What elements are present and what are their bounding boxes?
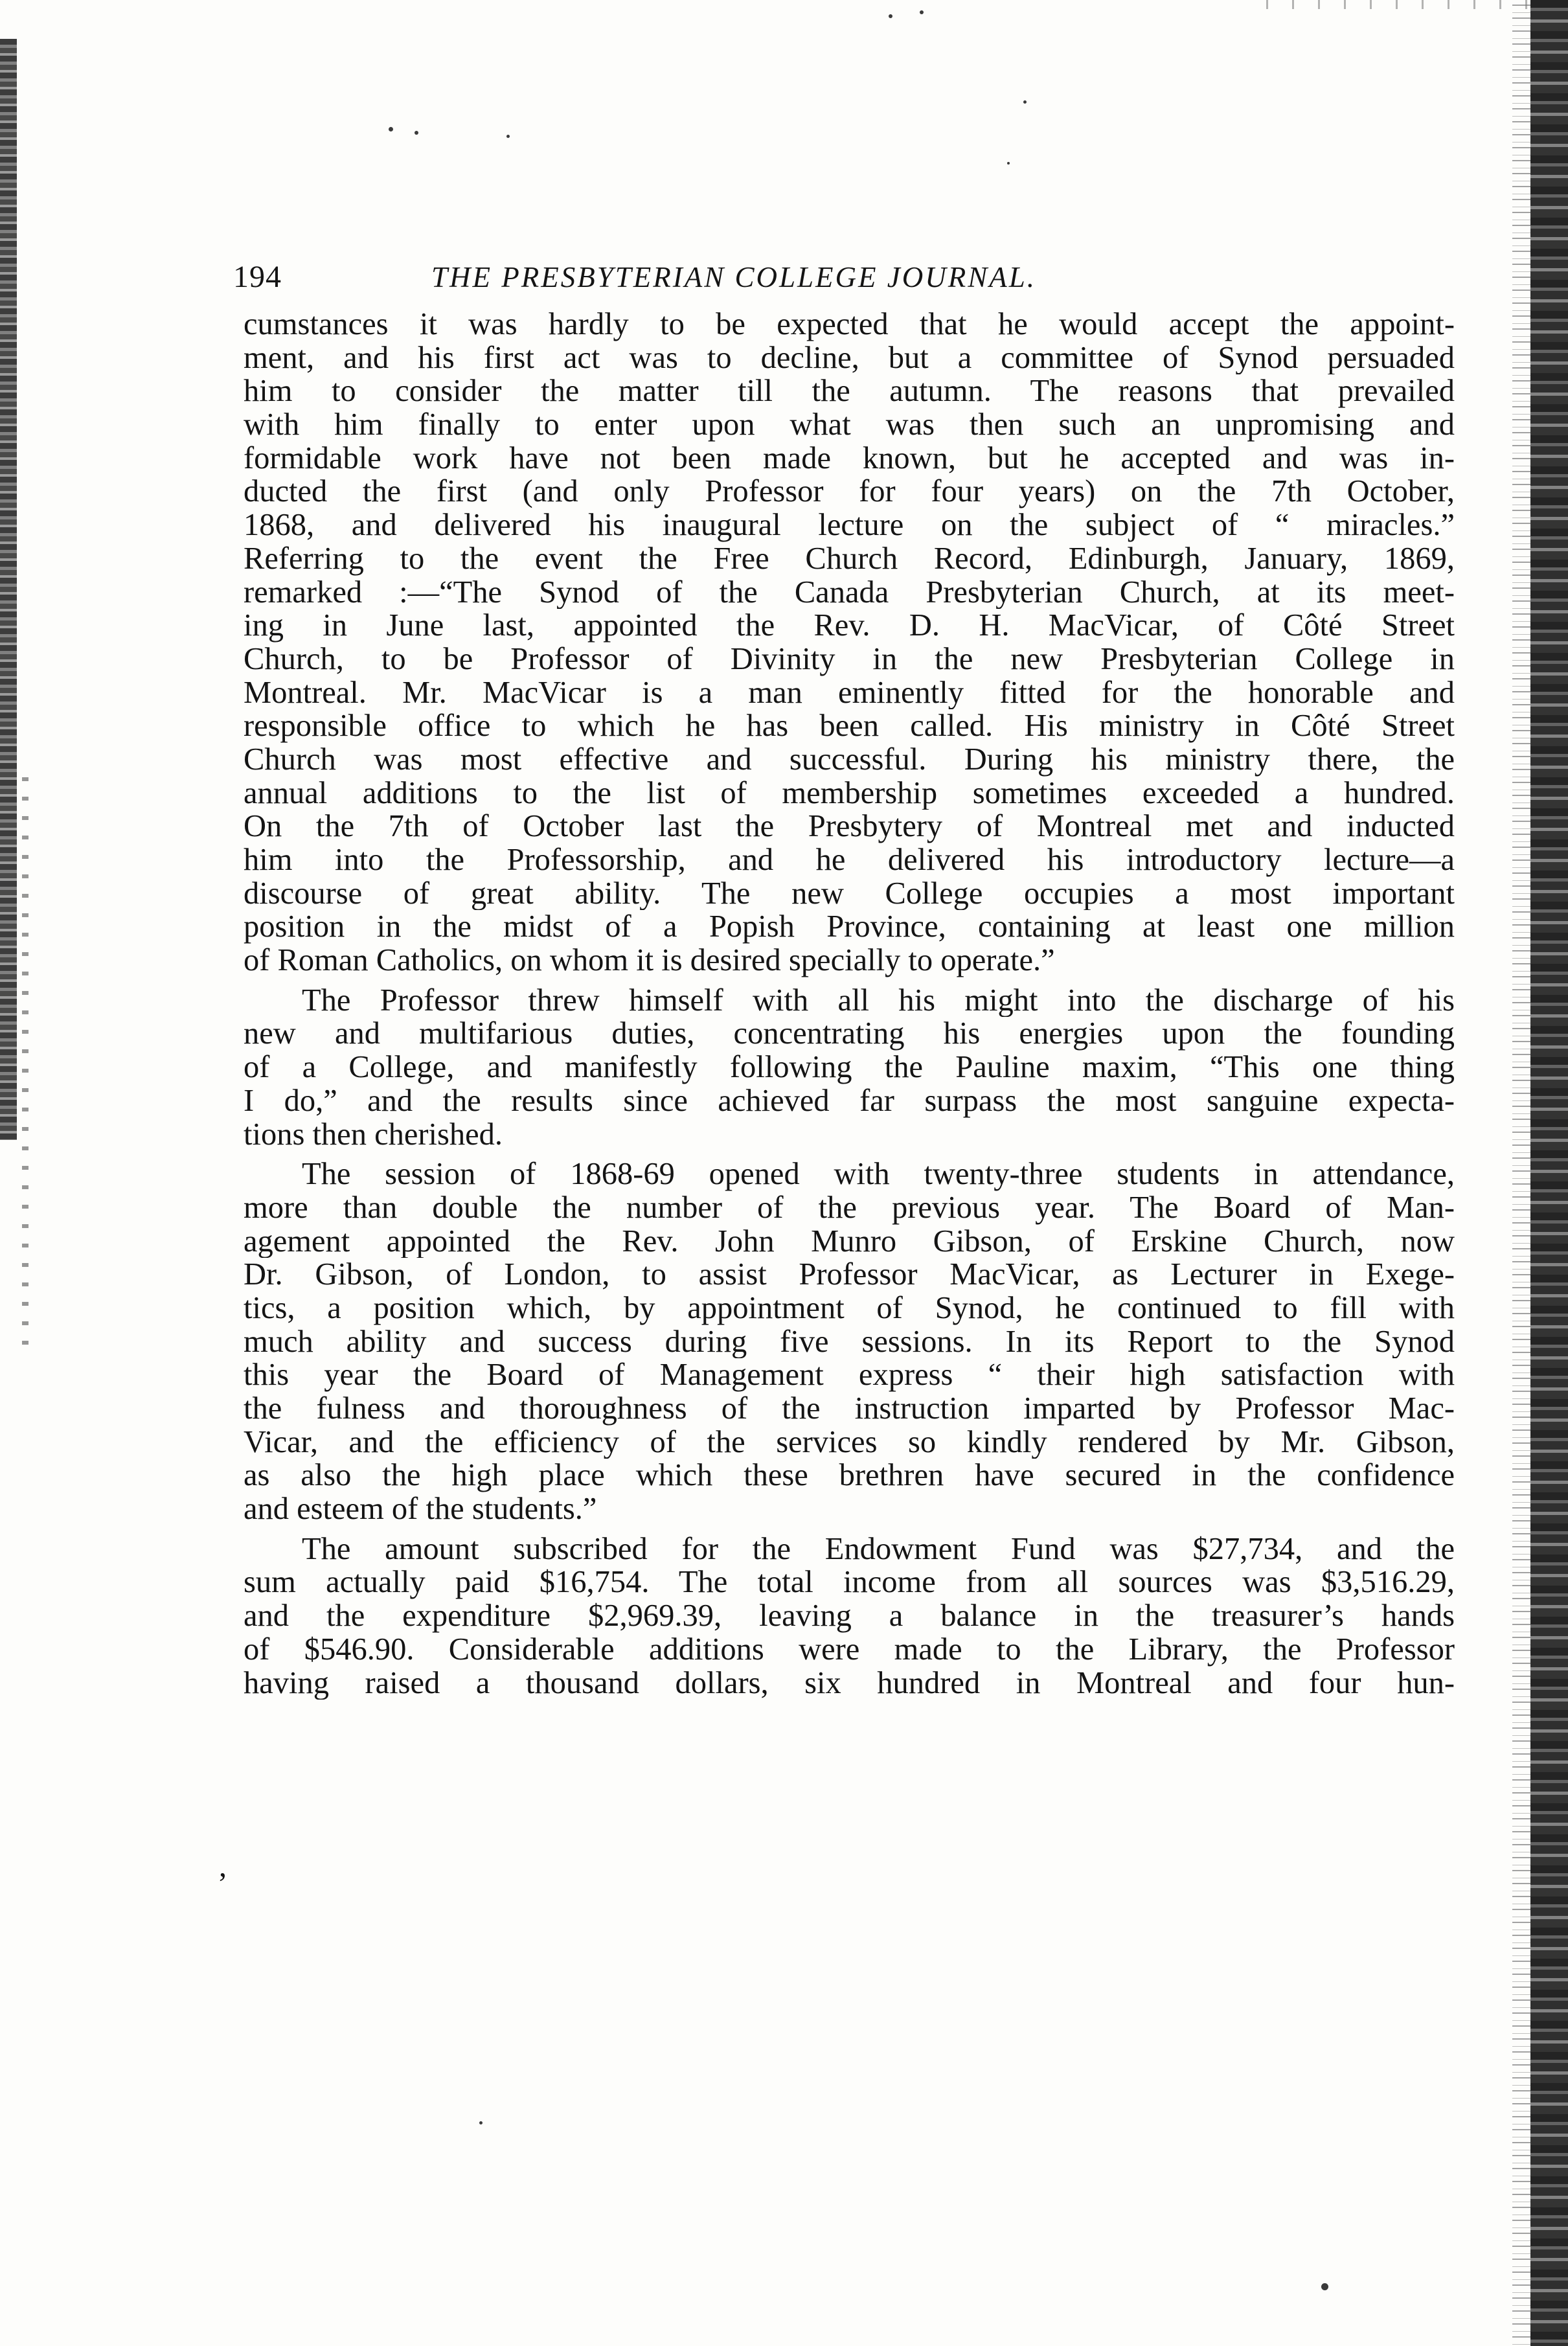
text-line: The Professor threw himself with all his might into the discharge of his	[302, 983, 1455, 1018]
scan-speck	[479, 2121, 483, 2124]
text-line: new and multifarious duties, concentrating his energies upon the founding	[244, 1017, 1455, 1051]
scan-speck	[415, 131, 418, 135]
text-line: Church, to be Professor of Divinity in the new Presbyterian College in	[244, 642, 1455, 676]
text-line: tics, a position which, by appointment of Synod, he continued to fill with	[244, 1291, 1455, 1325]
text-line: 1868, and delivered his inaugural lecture on the subject of “ miracles.”	[244, 508, 1455, 542]
scan-edge-right-dither	[1512, 0, 1530, 2346]
text-line: of $546.90. Considerable additions were made to the Library, the Professor	[244, 1632, 1455, 1667]
scan-speck	[889, 14, 892, 18]
text-line: this year the Board of Management express “ their high satisfaction with	[244, 1358, 1455, 1392]
text-line: Montreal. Mr. MacVicar is a man eminently fitted for the honorable and	[244, 676, 1455, 710]
body-text	[244, 308, 1455, 1700]
text-line: Referring to the event the Free Church Record, Edinburgh, January, 1869,	[244, 541, 1455, 576]
text-line: cumstances it was hardly to be expected that he would accept the appoint-	[244, 308, 1455, 341]
text-line: remarked :—“The Synod of the Canada Presbyterian Church, at its meet-	[244, 575, 1455, 609]
scan-edge-left	[0, 39, 17, 1140]
scan-speck	[1023, 100, 1027, 104]
text-line: the fulness and thoroughness of the instruction imparted by Professor Mac-	[244, 1392, 1455, 1426]
text-line: I do,” and the results since achieved far surpass the most sanguine expecta-	[244, 1084, 1455, 1118]
scan-edge-left-faint	[22, 777, 28, 1360]
text-line: Church was most effective and successful. During his ministry there, the	[244, 742, 1455, 777]
text-line: ducted the first (and only Professor for four years) on the 7th October,	[244, 475, 1455, 509]
text-line: formidable work have not been made known, but he accepted and was in-	[244, 441, 1455, 475]
text-line: of Roman Catholics, on whom it is desired specially to operate.”	[244, 944, 1055, 977]
text-line: annual additions to the list of membership sometimes exceeded a hundred.	[244, 776, 1455, 810]
text-line: much ability and success during five sessions. In its Report to the Synod	[244, 1325, 1455, 1359]
scan-speck	[389, 127, 393, 131]
text-line: and esteem of the students.”	[244, 1492, 597, 1526]
page-header	[233, 258, 1464, 297]
text-line: more than double the number of the previous year. The Board of Man-	[244, 1190, 1455, 1225]
stray-mark: ,	[219, 1849, 227, 1884]
text-line: agement appointed the Rev. John Munro Gibson, of Erskine Church, now	[244, 1224, 1455, 1258]
text-line: The amount subscribed for the Endowment Fund was $27,734, and the	[302, 1532, 1455, 1566]
text-line: ing in June last, appointed the Rev. D. H. MacVicar, of Côté Street	[244, 609, 1455, 643]
text-line: position in the midst of a Popish Province, containing at least one million	[244, 910, 1455, 944]
scan-speck	[506, 135, 510, 138]
text-line: and the expenditure $2,969.39, leaving a balance in the treasurer’s hands	[244, 1599, 1455, 1633]
text-line: having raised a thousand dollars, six hundred in Montreal and four hun-	[244, 1666, 1455, 1700]
text-line: On the 7th of October last the Presbytery of Montreal met and inducted	[244, 810, 1455, 843]
text-line: discourse of great ability. The new College occupies a most important	[244, 876, 1455, 911]
scan-speck	[920, 10, 924, 14]
text-line: Vicar, and the efficiency of the services so kindly rendered by Mr. Gibson,	[244, 1425, 1455, 1459]
text-line: sum actually paid $16,754. The total income from all sources was $3,516.29,	[244, 1566, 1455, 1600]
text-line: tions then cherished.	[244, 1117, 503, 1152]
text-line: responsible office to which he has been called. His ministry in Côté Street	[244, 709, 1455, 743]
text-line: The session of 1868-69 opened with twenty-three students in attendance,	[302, 1157, 1455, 1191]
page-number: 194	[233, 260, 282, 294]
text-line: of a College, and manifestly following the Pauline maxim, “This one thing	[244, 1051, 1455, 1084]
text-line: with him finally to enter upon what was then such an unpromising and	[244, 408, 1455, 442]
scan-edge-top	[1257, 0, 1529, 9]
scan-speck	[1007, 162, 1010, 165]
scan-edge-right	[1530, 0, 1568, 2346]
text-line: him into the Professorship, and he delivered his introductory lecture—a	[244, 843, 1455, 877]
text-line: Dr. Gibson, of London, to assist Professor MacVicar, as Lecturer in Exege-	[244, 1258, 1455, 1292]
scan-speck	[1321, 2283, 1328, 2290]
running-title: THE PRESBYTERIAN COLLEGE JOURNAL.	[431, 261, 1037, 293]
text-line: ment, and his first act was to decline, but a committee of Synod persuaded	[244, 341, 1455, 375]
text-line: as also the high place which these brethren have secured in the confidence	[244, 1459, 1455, 1493]
text-line: him to consider the matter till the autumn. The reasons that prevailed	[244, 374, 1455, 409]
